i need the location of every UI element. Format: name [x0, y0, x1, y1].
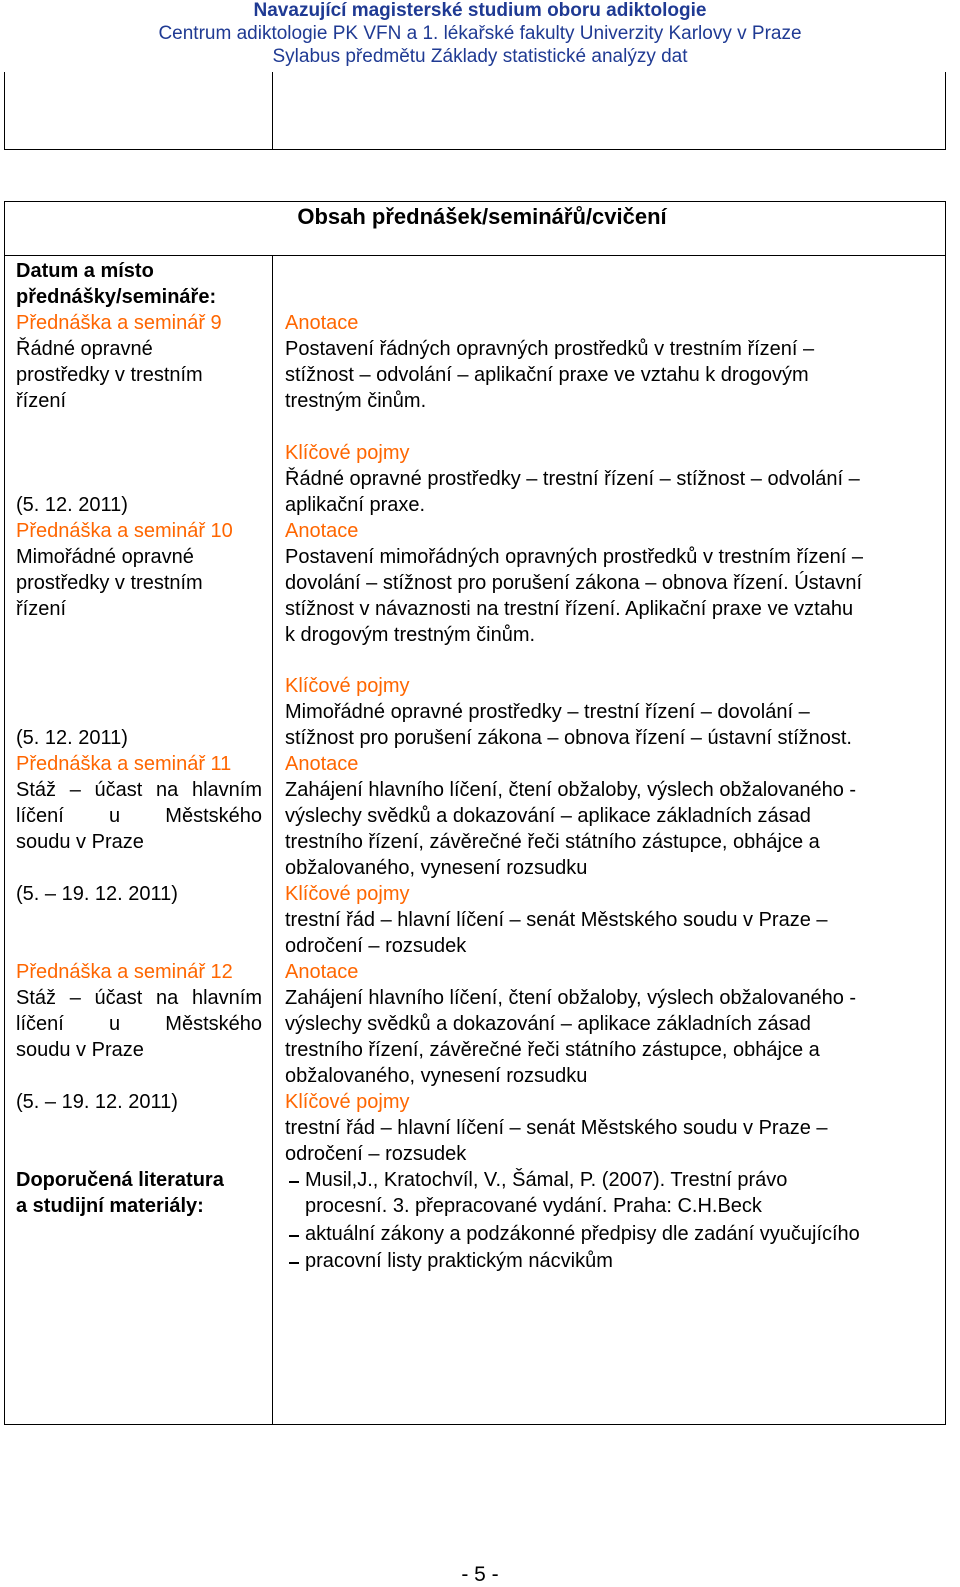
- session-date: (5. 12. 2011): [16, 494, 128, 516]
- literature-item: Musil,J., Kratochvíl, V., Šámal, P. (2007). Trestní právo procesní. 3. přepracované vydání. Praha: C.H.Beck: [305, 1169, 788, 1217]
- bullet-dash-icon: [289, 1235, 299, 1237]
- anotace-text: trestního řízení, závěrečné řeči státního zástupce, obhájce a: [285, 831, 820, 853]
- session-topic: líčení u Městského: [16, 1013, 262, 1035]
- session-title: Přednáška a seminář 11: [16, 753, 232, 775]
- anotace-text: stížnost – odvolání – aplikační praxe ve vztahu k drogovým: [285, 364, 809, 386]
- pojmy-text: trestní řád – hlavní líčení – senát Městského soudu v Praze –: [285, 1117, 828, 1139]
- pojmy-label: Klíčové pojmy: [285, 883, 410, 905]
- anotace-label: Anotace: [285, 961, 359, 983]
- session-topic: řízení: [16, 598, 67, 620]
- session-topic: prostředky v trestním: [16, 364, 203, 386]
- anotace-label: Anotace: [285, 753, 359, 775]
- pojmy-text: Mimořádné opravné prostředky – trestní řízení – dovolání –: [285, 701, 810, 723]
- page-number: - 5 -: [461, 1563, 499, 1586]
- session-10-keywords: [285, 673, 852, 751]
- pojmy-text: trestní řád – hlavní líčení – senát Městského soudu v Praze –: [285, 909, 828, 931]
- top-table-divider: [272, 72, 273, 150]
- anotace-text: obžalovaného, vynesení rozsudku: [285, 857, 588, 879]
- anotace-text: stížnost v návaznosti na trestní řízení. Aplikační praxe ve vztahu: [285, 598, 854, 620]
- anotace-text: dovolání – stížnost pro porušení zákona – obnova řízení. Ústavní: [285, 572, 863, 594]
- header-program: Navazující magisterské studium oboru adiktologie: [253, 0, 707, 21]
- session-topic: Stáž – účast na hlavním: [16, 987, 262, 1009]
- session-9-left: [16, 310, 222, 414]
- anotace-text: Postavení řádných opravných prostředků v trestním řízení –: [285, 338, 815, 360]
- session-topic: Stáž – účast na hlavním: [16, 779, 262, 801]
- top-table: [4, 72, 946, 150]
- session-topic: líčení u Městského: [16, 805, 262, 827]
- pojmy-text: aplikační praxe.: [285, 494, 426, 516]
- session-12-right: [285, 959, 856, 1167]
- header-institution: Centrum adiktologie PK VFN a 1. lékařské fakulty Univerzity Karlovy v Praze: [158, 23, 802, 44]
- session-10-left: [16, 518, 233, 622]
- bullet-dash-icon: [289, 1262, 299, 1264]
- literature-item: aktuální zákony a podzákonné předpisy dle zadání vyučujícího: [305, 1223, 860, 1245]
- session-11-right: [285, 751, 856, 959]
- session-9-keywords: [285, 440, 860, 518]
- pojmy-label: Klíčové pojmy: [285, 1091, 410, 1113]
- session-11-left: [16, 751, 262, 855]
- pojmy-text: odročení – rozsudek: [285, 1143, 467, 1165]
- literature-item: pracovní listy praktickým nácvikům: [305, 1250, 613, 1272]
- pojmy-label: Klíčové pojmy: [285, 442, 410, 464]
- session-date: (5. 12. 2011): [16, 727, 128, 749]
- session-title: Přednáška a seminář 10: [16, 520, 233, 542]
- anotace-label: Anotace: [285, 520, 359, 542]
- anotace-text: k drogovým trestným činům.: [285, 624, 536, 646]
- bullet-dash-icon: [289, 1181, 299, 1183]
- session-10-right: [285, 518, 863, 648]
- pojmy-text: Řádné opravné prostředky – trestní řízení – stížnost – odvolání –: [285, 468, 860, 490]
- anotace-label: Anotace: [285, 312, 359, 334]
- session-date: (5. – 19. 12. 2011): [16, 1091, 178, 1113]
- heading-left-cell-divider: [272, 255, 273, 1425]
- session-topic: prostředky v trestním: [16, 572, 203, 594]
- table-heading: Obsah přednášek/seminářů/cvičení: [297, 204, 667, 229]
- label-datum: Datum a místo přednášky/semináře:: [16, 260, 217, 308]
- session-topic: řízení: [16, 390, 67, 412]
- session-topic: soudu v Praze: [16, 831, 144, 853]
- session-topic: Řádné opravné: [16, 338, 153, 360]
- session-12-left: [16, 959, 262, 1063]
- label-literature: Doporučená literatura a studijní materiály:: [16, 1169, 224, 1217]
- session-date: (5. – 19. 12. 2011): [16, 883, 178, 905]
- anotace-text: obžalovaného, vynesení rozsudku: [285, 1065, 588, 1087]
- anotace-text: výslechy svědků a dokazování – aplikace základních zásad: [285, 1013, 811, 1035]
- pojmy-label: Klíčové pojmy: [285, 675, 410, 697]
- session-topic: Mimořádné opravné: [16, 546, 194, 568]
- anotace-text: výslechy svědků a dokazování – aplikace základních zásad: [285, 805, 811, 827]
- heading-row-divider: [4, 255, 946, 256]
- session-title: Přednáška a seminář 9: [16, 312, 222, 334]
- session-title: Přednáška a seminář 12: [16, 961, 233, 983]
- anotace-text: Zahájení hlavního líčení, čtení obžaloby, výslech obžalovaného -: [285, 987, 857, 1009]
- header-syllabus: Sylabus předmětu Základy statistické analýzy dat: [272, 46, 688, 67]
- session-9-right: [285, 310, 814, 414]
- session-topic: soudu v Praze: [16, 1039, 144, 1061]
- anotace-text: trestního řízení, závěrečné řeči státního zástupce, obhájce a: [285, 1039, 820, 1061]
- pojmy-text: odročení – rozsudek: [285, 935, 467, 957]
- anotace-text: trestným činům.: [285, 390, 427, 412]
- pojmy-text: stížnost pro porušení zákona – obnova řízení – ústavní stížnost.: [285, 727, 852, 749]
- anotace-text: Zahájení hlavního líčení, čtení obžaloby, výslech obžalovaného -: [285, 779, 857, 801]
- anotace-text: Postavení mimořádných opravných prostředků v trestním řízení –: [285, 546, 864, 568]
